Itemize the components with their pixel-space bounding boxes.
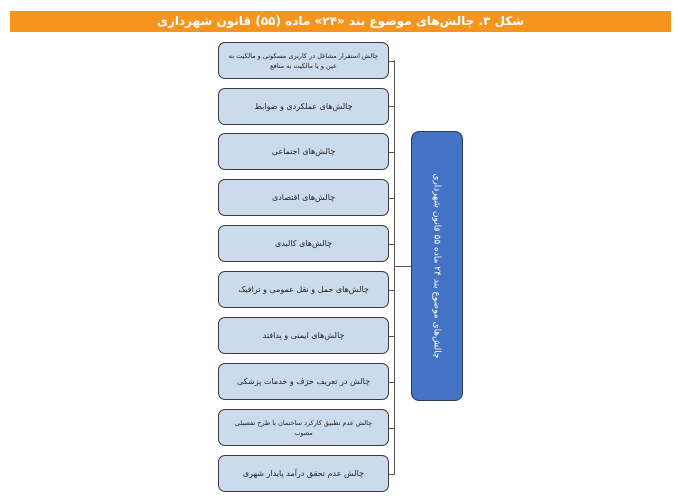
challenge-node: چالش‌های ایمنی و پدافند <box>218 317 389 354</box>
challenge-node: چالش در تعریف حرَف و خدمات پزشکی <box>218 363 389 400</box>
connector-line <box>389 61 395 62</box>
connector-line <box>389 382 395 383</box>
figure-title: شکل ۳. چالش‌های موضوع بند «۲۴» ماده (۵۵) قانون شهرداری <box>10 11 671 32</box>
connector-vertical-line <box>394 60 395 474</box>
connector-line <box>389 290 395 291</box>
challenge-node: چالش‌های اجتماعی <box>218 133 389 170</box>
connector-line <box>389 474 395 475</box>
challenge-node: چالش‌های اقتصادی <box>218 179 389 216</box>
connector-line <box>389 198 395 199</box>
challenge-node: چالش‌های عملکردی و ضوابط <box>218 88 389 125</box>
connector-line <box>389 152 395 153</box>
main-node-label: چالش‌های موضوع بند ۲۴ ماده ۵۵ قانون شهرداری <box>432 173 443 359</box>
challenge-node: چالش عدم تحقق درآمد پایدار شهری <box>218 455 389 492</box>
connector-main-line <box>394 266 411 267</box>
challenge-node: چالش‌های حمل و نقل عمومی و ترافیک <box>218 271 389 308</box>
challenge-node: چالش عدم تطبیق کارکرد ساختمان با طرح تفصیلی مصوب <box>218 409 389 446</box>
connector-line <box>389 336 395 337</box>
connector-line <box>389 428 395 429</box>
connector-line <box>389 244 395 245</box>
challenge-node: چالش استقرار مشاغل در کاربری مسکونی و مالکیت به عین و یا مالکیت به منافع <box>218 42 389 79</box>
main-node <box>411 131 463 401</box>
challenge-node: چالش‌های کالبدی <box>218 225 389 262</box>
connector-line <box>389 106 395 107</box>
